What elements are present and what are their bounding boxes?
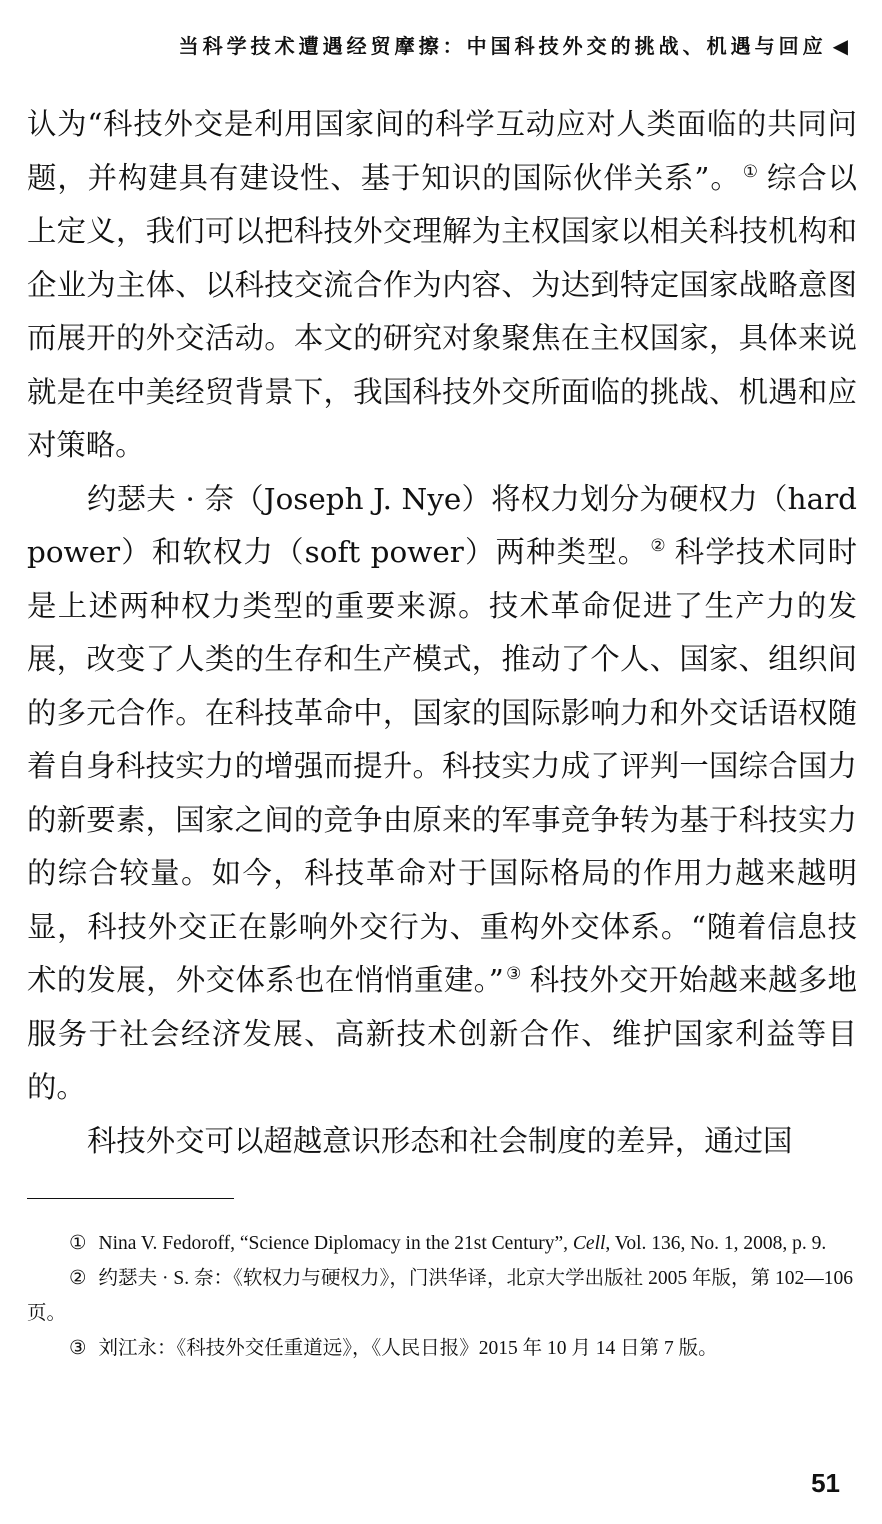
paragraph-3-text: 科技外交可以超越意识形态和社会制度的差异，通过国 xyxy=(87,1123,793,1158)
running-head xyxy=(60,30,848,59)
footnotes xyxy=(27,1226,853,1366)
paragraph-1 xyxy=(27,98,857,473)
footnote-ref-3[interactable]: ③ xyxy=(505,964,522,985)
paragraph-2-text-c: 科技外交开始越来越多地服务于社会经济发展、高新技术创新合作、维护国家利益等目的。 xyxy=(27,963,858,1104)
running-title: 当科学技术遭遇经贸摩擦：中国科技外交的挑战、机遇与回应 xyxy=(178,34,827,58)
footnote-1 xyxy=(27,1226,853,1261)
paragraph-3 xyxy=(27,1115,857,1169)
page-number: 51 xyxy=(811,1468,840,1498)
footnote-1-after: , Vol. 136, No. 1, 2008, p. 9. xyxy=(605,1233,827,1254)
paragraph-2 xyxy=(27,473,857,1115)
footnote-2-text: 约瑟夫 · S. 奈：《软权力与硬权力》，门洪华译，北京大学出版社 2005 年版，第 102—106 页。 xyxy=(27,1268,853,1324)
footnote-2 xyxy=(27,1261,853,1331)
footnote-divider xyxy=(27,1198,234,1199)
paragraph-2-text-a: 约瑟夫 · 奈（Joseph J. Nye）将权力划分为硬权力（hard power）和软权力（soft power）两种类型。 xyxy=(27,481,857,569)
page-arrow-icon: ◀ xyxy=(832,34,848,58)
paragraph-1-text-b: 综合以上定义，我们可以把科技外交理解为主权国家以相关科技机构和企业为主体、以科技交流合作为内容、为达到特定国家战略意图而展开的外交活动。本文的研究对象聚焦在主权国家，具体来说就是在中美经贸背景下，我国科技外交所面临的挑战、机遇和应对策略。 xyxy=(27,160,857,462)
footnote-3 xyxy=(27,1331,853,1366)
footnote-2-marker: ② xyxy=(69,1268,87,1289)
footnote-3-text: 刘江永：《科技外交任重道远》，《人民日报》2015 年 10 月 14 日第 7 版。 xyxy=(98,1338,718,1359)
footnote-3-marker: ③ xyxy=(69,1338,87,1359)
footnote-1-journal: Cell xyxy=(572,1233,606,1254)
footnote-1-marker: ① xyxy=(69,1233,87,1254)
paragraph-1-text-a: 认为“科技外交是利用国家间的科学互动应对人类面临的共同问题，并构建具有建设性、基于知识的国际伙伴关系”。 xyxy=(27,107,857,195)
body-text xyxy=(27,98,857,1168)
footnote-1-before: Nina V. Fedoroff, “Science Diplomacy in the 21st Century”, xyxy=(98,1233,573,1254)
paragraph-2-text-b: 科学技术同时是上述两种权力类型的重要来源。技术革命促进了生产力的发展，改变了人类的生存和生产模式，推动了个人、国家、组织间的多元合作。在科技革命中，国家的国际影响力和外交话语权随着自身科技实力的增强而提升。科技实力成了评判一国综合国力的新要素，国家之间的竞争由原来的军事竞争转为基于科技实力的综合较量。如今，科技革命对于国际格局的作用力越来越明显，科技外交正在影响外交行为、重构外交体系。“随着信息技术的发展，外交体系也在悄悄重建。” xyxy=(27,535,858,997)
footnote-ref-2[interactable]: ② xyxy=(650,536,667,557)
footnote-ref-1[interactable]: ① xyxy=(742,161,759,182)
